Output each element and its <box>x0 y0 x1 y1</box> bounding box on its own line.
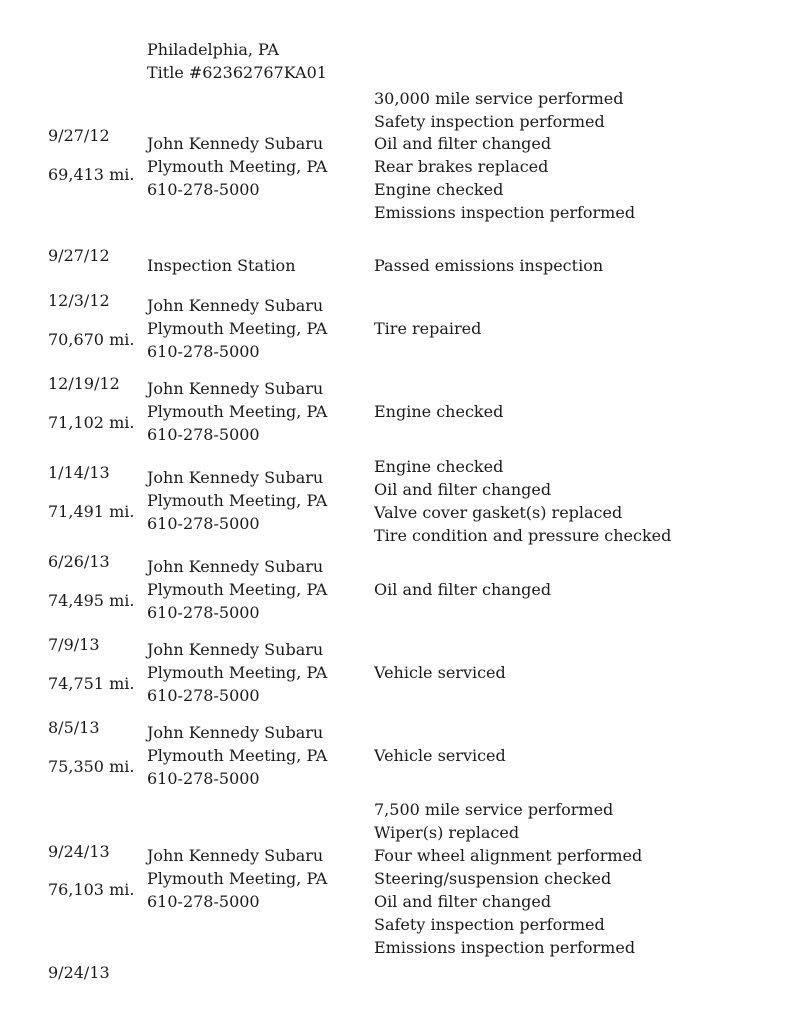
record-comment: Safety inspection performed <box>374 915 605 934</box>
record-comment: 7,500 mile service performed <box>374 800 614 819</box>
record-mileage: 71,102 mi. <box>48 413 135 432</box>
record-source: Plymouth Meeting, PA <box>147 402 328 421</box>
record-mileage: 74,495 mi. <box>48 591 135 610</box>
header-location: Philadelphia, PA <box>147 40 279 59</box>
record-source: 610-278-5000 <box>147 425 260 444</box>
record-comment: Tire repaired <box>374 319 482 338</box>
record-source: John Kennedy Subaru <box>147 296 324 315</box>
record-source: John Kennedy Subaru <box>147 134 324 153</box>
record-source: 610-278-5000 <box>147 769 260 788</box>
record-source: 610-278-5000 <box>147 514 260 533</box>
record-source: Plymouth Meeting, PA <box>147 663 328 682</box>
record-comment: Safety inspection performed <box>374 112 605 131</box>
record-source: John Kennedy Subaru <box>147 846 324 865</box>
record-source: John Kennedy Subaru <box>147 379 324 398</box>
record-comment: Rear brakes replaced <box>374 157 549 176</box>
record-date: 9/27/12 <box>48 246 110 265</box>
record-source: John Kennedy Subaru <box>147 468 324 487</box>
record-comment: Emissions inspection performed <box>374 938 636 957</box>
record-comment: Oil and filter changed <box>374 134 552 153</box>
record-source: 610-278-5000 <box>147 603 260 622</box>
record-date: 9/27/12 <box>48 126 110 145</box>
record-source: Plymouth Meeting, PA <box>147 157 328 176</box>
record-source: Plymouth Meeting, PA <box>147 869 328 888</box>
record-date: 12/3/12 <box>48 291 110 310</box>
record-date: 7/9/13 <box>48 635 100 654</box>
record-source: Plymouth Meeting, PA <box>147 319 328 338</box>
record-source: 610-278-5000 <box>147 342 260 361</box>
record-date: 8/5/13 <box>48 718 100 737</box>
record-source: Plymouth Meeting, PA <box>147 580 328 599</box>
record-comment: Engine checked <box>374 180 504 199</box>
record-comment: Engine checked <box>374 402 504 421</box>
record-source: 610-278-5000 <box>147 892 260 911</box>
header-title-number: Title #62362767KA01 <box>147 63 327 82</box>
record-source: John Kennedy Subaru <box>147 640 324 659</box>
record-date: 1/14/13 <box>48 463 110 482</box>
record-comment: 30,000 mile service performed <box>374 89 624 108</box>
record-mileage: 76,103 mi. <box>48 880 135 899</box>
record-mileage: 69,413 mi. <box>48 165 135 184</box>
record-source: Inspection Station <box>147 256 296 275</box>
record-comment: Four wheel alignment performed <box>374 846 643 865</box>
record-mileage: 70,670 mi. <box>48 330 135 349</box>
record-comment: Passed emissions inspection <box>374 256 604 275</box>
record-date: 12/19/12 <box>48 374 120 393</box>
record-source: John Kennedy Subaru <box>147 557 324 576</box>
record-source: John Kennedy Subaru <box>147 723 324 742</box>
record-source: 610-278-5000 <box>147 180 260 199</box>
record-comment: Valve cover gasket(s) replaced <box>374 503 623 522</box>
record-comment: Oil and filter changed <box>374 892 552 911</box>
record-mileage: 75,350 mi. <box>48 757 135 776</box>
record-date: 9/24/13 <box>48 842 110 861</box>
record-comment: Steering/suspension checked <box>374 869 612 888</box>
record-mileage: 74,751 mi. <box>48 674 135 693</box>
record-mileage: 71,491 mi. <box>48 502 135 521</box>
record-comment: Oil and filter changed <box>374 580 552 599</box>
record-date: 6/26/13 <box>48 552 110 571</box>
record-source: 610-278-5000 <box>147 686 260 705</box>
record-source: Plymouth Meeting, PA <box>147 491 328 510</box>
record-source: Plymouth Meeting, PA <box>147 746 328 765</box>
record-comment: Vehicle serviced <box>374 746 506 765</box>
record-comment: Emissions inspection performed <box>374 203 636 222</box>
record-comment: Oil and filter changed <box>374 480 552 499</box>
record-comment: Tire condition and pressure checked <box>374 526 672 545</box>
record-comment: Vehicle serviced <box>374 663 506 682</box>
record-date: 9/24/13 <box>48 963 110 982</box>
record-comment: Engine checked <box>374 457 504 476</box>
record-comment: Wiper(s) replaced <box>374 823 520 842</box>
